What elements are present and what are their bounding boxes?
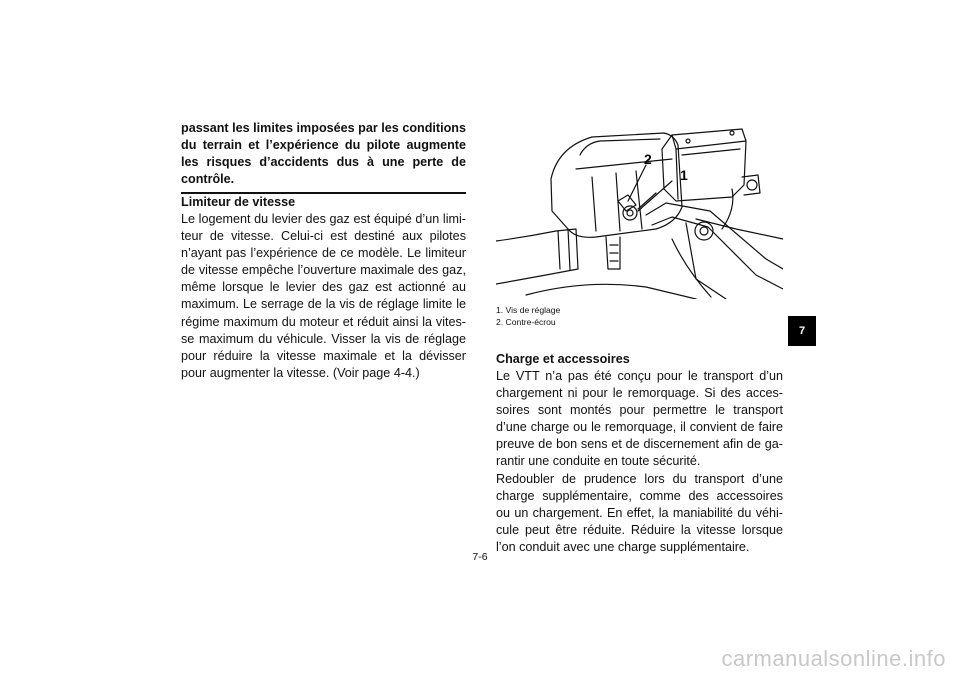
throttle-housing-illustration	[496, 119, 783, 299]
load-heading: Charge et accessoires	[496, 352, 630, 366]
page-number: 7-6	[472, 551, 488, 563]
figure-legend	[496, 304, 560, 328]
callout-2: 2	[644, 151, 652, 167]
speed-limiter-heading: Limiteur de vitesse	[181, 195, 296, 209]
load-paragraph-1: Le VTT n’a pas été conçu pour le transport d’un chargement ni pour le remorquage. Si des accessoires sont montés pour permettre le transport d’une charge ou le remorquage, il convient de faire preuve de bon sens et de discernement afin de garantir une conduite en toute sécurité.	[496, 369, 783, 469]
watermark: carmanualsonline.info	[721, 646, 946, 671]
legend-item-2: 2. Contre-écrou	[496, 317, 556, 327]
throttle-housing-figure	[496, 119, 783, 299]
warning-text: passant les limites imposées par les conditions du terrain et l’expérience du pilote augmente les risques d’accidents dus à une perte de contrôle.	[181, 121, 466, 186]
left-column	[181, 120, 466, 382]
right-column	[496, 351, 783, 556]
chapter-tab: 7	[788, 316, 816, 346]
legend-item-1: 1. Vis de réglage	[496, 305, 561, 315]
callout-1: 1	[680, 167, 688, 183]
load-paragraph-2: Redoubler de prudence lors du transport d’une charge supplémentaire, comme des accessoires ou un chargement. En effet, la maniabilité du véhicule peut être réduite. Réduire la vitesse lorsque l’on conduit avec une charge supplémentaire.	[496, 471, 783, 554]
speed-limiter-body: Le logement du levier des gaz est équipé d’un limiteur de vitesse. Celui-ci est destiné aux pilotes n’ayant pas l’expérience de ce modèle. Le limiteur de vitesse empêche l’ouverture maximale des gaz, même lorsque le levier des gaz est actionné au maximum. Le serrage de la vis de réglage limite le régime maximum du moteur et réduit ainsi la vitesse maximum du véhicule. Visser la vis de réglage pour réduire la vitesse maximale et la dévisser pour augmenter la vitesse. (Voir page 4-4.)	[181, 212, 466, 380]
